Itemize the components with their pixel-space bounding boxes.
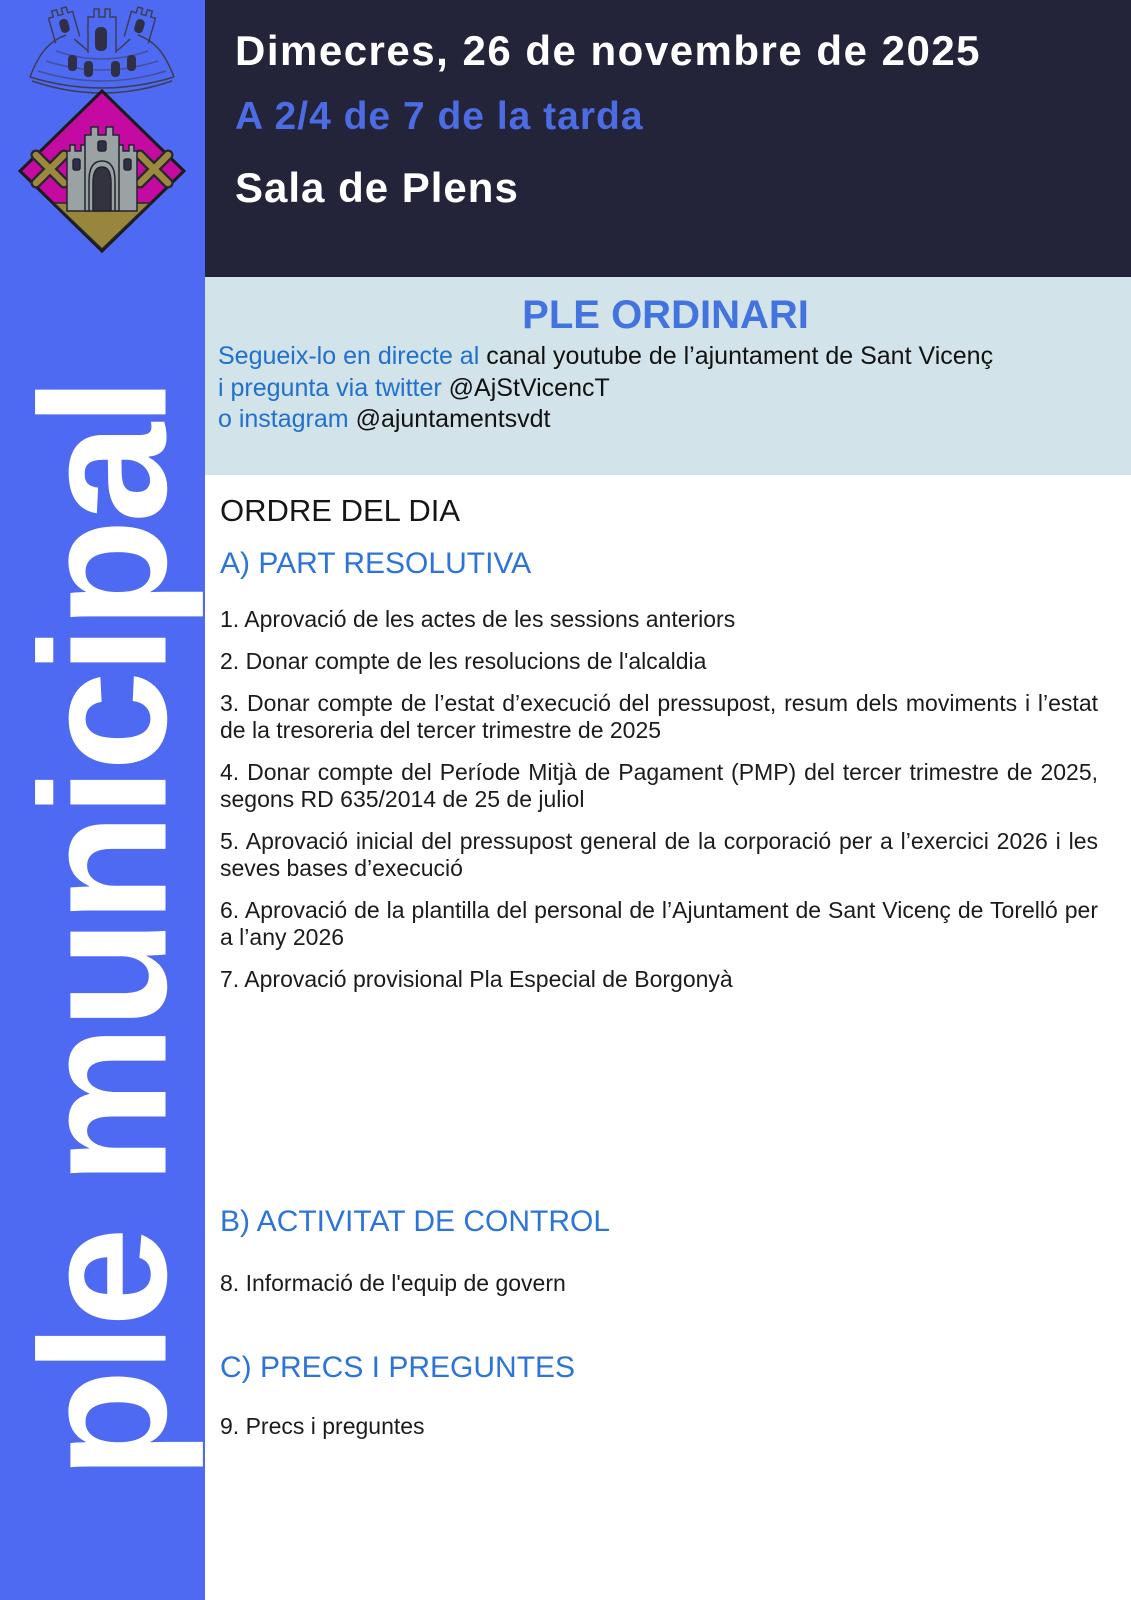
sidebar — [0, 0, 205, 1600]
section-heading-a: A) PART RESOLUTIVA — [220, 547, 532, 580]
agenda-item-9: 9. Precs i preguntes — [220, 1413, 425, 1439]
municipal-coat-of-arms-icon — [16, 5, 188, 255]
session-info-banner — [205, 277, 1131, 475]
agenda-item-5: 5. Aprovació inicial del pressupost general de la corporació per a l’exercici 2026 i les seves bases d’execució — [220, 828, 1098, 881]
sidebar-vertical-title: ple municipal — [3, 380, 205, 1480]
crown-doorways — [58, 18, 146, 77]
agenda-item-4: 4. Donar compte del Període Mitjà de Pagament (PMP) del tercer trimestre de 2025, segons RD 635/2014 de 25 de juliol — [220, 759, 1098, 812]
follow-line-youtube — [218, 341, 1113, 373]
session-time: A 2/4 de 7 de la tarda — [235, 95, 644, 138]
session-type-title: PLE ORDINARI — [522, 293, 809, 337]
instagram-handle: @ajuntamentsvdt — [348, 405, 551, 433]
follow-highlight: o instagram — [218, 405, 349, 433]
twitter-handle: @AjStVicencT — [441, 373, 610, 402]
agenda-item-7: 7. Aprovació provisional Pla Especial de Borgonyà — [220, 966, 733, 992]
header-banner — [205, 0, 1131, 277]
session-location: Sala de Plens — [235, 164, 519, 211]
agenda-item-6: 6. Aprovació de la plantilla del personal de l’Ajuntament de Sant Vicenç de Torelló per a l’any 2026 — [220, 897, 1098, 950]
follow-highlight: Segueix-lo en directe al — [218, 342, 480, 370]
follow-line-twitter — [218, 373, 1113, 405]
follow-text: canal youtube de l’ajuntament de Sant Vicenç — [479, 342, 994, 370]
agenda-item-2: 2. Donar compte de les resolucions de l'alcaldia — [220, 648, 707, 674]
agenda-item-3: 3. Donar compte de l’estat d’execució del pressupost, resum dels moviments i l’estat de la tresoreria del tercer trimestre de 2025 — [220, 690, 1098, 743]
agenda-item-8: 8. Informació de l'equip de govern — [220, 1270, 566, 1296]
section-heading-b: B) ACTIVITAT DE CONTROL — [220, 1205, 611, 1238]
session-date: Dimecres, 26 de novembre de 2025 — [235, 27, 982, 74]
agenda-title: ORDRE DEL DIA — [220, 493, 461, 528]
main-column — [205, 0, 1131, 1600]
follow-highlight: i pregunta via twitter — [218, 373, 442, 402]
agenda-item-1: 1. Aprovació de les actes de les sessions anteriors — [220, 606, 736, 632]
follow-line-instagram — [218, 404, 1113, 436]
section-heading-c: C) PRECS I PREGUNTES — [220, 1351, 576, 1384]
agenda — [205, 475, 1131, 1440]
